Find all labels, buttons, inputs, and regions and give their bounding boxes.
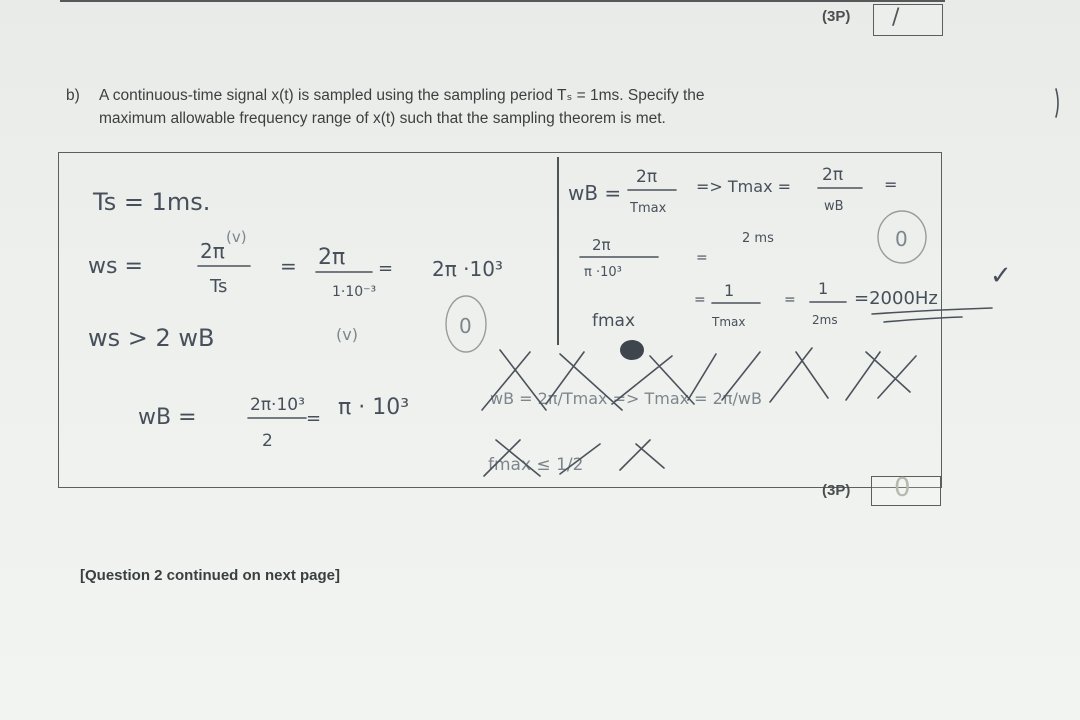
question-part-letter: b)	[66, 87, 80, 104]
underline-result	[872, 308, 992, 322]
hw-r2-den: π ·10³	[584, 265, 622, 280]
top-points-label: (3P)	[822, 8, 851, 25]
hw-ws-den: Ts	[210, 276, 228, 297]
hw-eq-1: =	[280, 254, 297, 278]
hw-wb-rhs: π · 10³	[338, 395, 410, 420]
hw-r2-eq: =	[696, 250, 708, 266]
hw-check: ✓	[990, 261, 1012, 291]
hw-r3-den2: 2ms	[812, 313, 838, 327]
hw-wb-lhs: wB =	[138, 405, 197, 430]
hw-r3-eq: =	[694, 292, 706, 308]
hw-r1-den: Tmax	[630, 201, 667, 216]
hw-ws-den2: 1·10⁻³	[332, 284, 377, 300]
hw-r3-den: Tmax	[712, 315, 746, 329]
hw-eq-3: =	[306, 408, 322, 429]
hw-inequality: ws > 2 wB	[88, 324, 215, 352]
hw-ws-result: 2π ·10³	[432, 257, 503, 281]
hw-crossed-2: fmax ≤ 1/2	[488, 455, 584, 475]
hw-r2-num: 2π	[592, 236, 611, 254]
bottom-points-label: (3P)	[822, 482, 851, 499]
hw-circle-zero-right: 0	[895, 227, 908, 251]
hw-ineq-note: (v)	[336, 325, 358, 344]
hw-r1-num2: 2π	[822, 165, 844, 185]
bottom-score-mark: 0	[894, 473, 911, 503]
question-line-2: maximum allowable frequency range of x(t) such that the sampling theorem is met.	[99, 110, 666, 127]
hw-ws-num2: 2π	[318, 245, 346, 270]
hw-r1-num: 2π	[636, 167, 658, 187]
hw-ts: Ts = 1ms.	[93, 188, 211, 216]
hw-r1-eq: =	[884, 175, 898, 194]
hw-r2-rhs: 2 ms	[742, 231, 774, 246]
bottom-score-box	[871, 473, 941, 506]
hw-r1-arrow: => Tmax =	[696, 177, 792, 196]
hw-r3-lhs: fmax	[592, 311, 636, 331]
hw-wb-num: 2π·10³	[250, 395, 305, 415]
hw-r3-num: 1	[724, 281, 735, 300]
hw-r1-lhs: wB =	[568, 181, 622, 205]
hw-wb-den: 2	[262, 431, 273, 451]
top-score-mark: /	[892, 5, 900, 30]
hw-r3-num2: 1	[818, 279, 829, 298]
hw-r3-eq2: =	[784, 292, 796, 308]
hw-circle-zero-left: 0	[459, 314, 472, 338]
hw-ws-num: 2π	[200, 239, 225, 263]
hw-crossed-1: wB = 2π/Tmax => Tmax = 2π/wB	[490, 389, 762, 408]
hw-eq-2: =	[378, 258, 394, 279]
question-line-1: A continuous-time signal x(t) is sampled using the sampling period Tₛ = 1ms. Specify the	[99, 87, 705, 104]
continuation-note: [Question 2 continued on next page]	[80, 567, 341, 584]
ink-blot	[620, 340, 644, 360]
hw-r1-den2: wB	[824, 199, 844, 214]
hw-ws-lhs: ws =	[88, 254, 143, 279]
hw-ws-note: (v)	[226, 228, 247, 246]
hw-r3-result: =2000Hz	[854, 288, 938, 309]
